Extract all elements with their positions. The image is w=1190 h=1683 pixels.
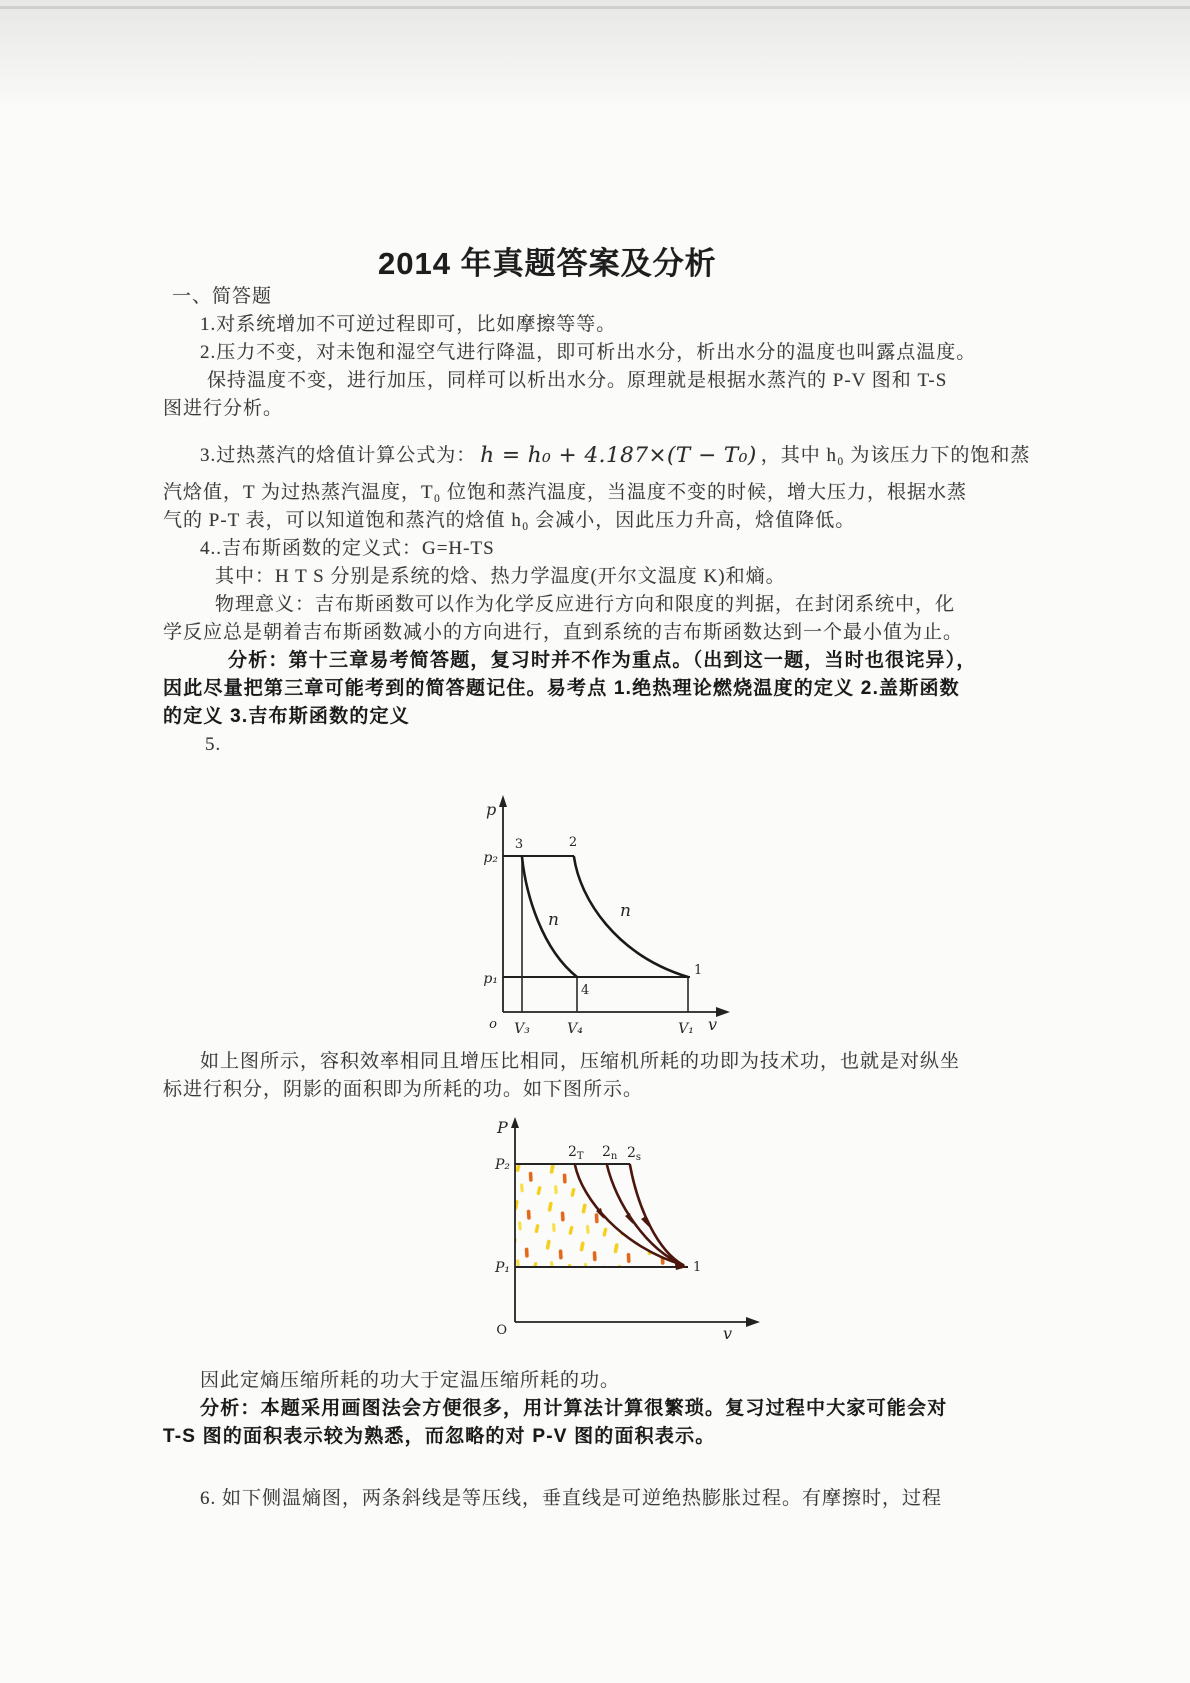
text-line: 学反应总是朝着吉布斯函数减小的方向进行，直到系统的吉布斯函数达到一个最小值为止。 bbox=[163, 622, 964, 643]
text-line: 6. 如下侧温熵图，两条斜线是等压线，垂直线是可逆绝热膨胀过程。有摩擦时，过程 bbox=[200, 1488, 943, 1509]
point1-arrowhead bbox=[674, 1259, 687, 1270]
text-line: 5. bbox=[205, 734, 222, 755]
p-axis-arrow bbox=[499, 795, 507, 807]
text-line: 因此定熵压缩所耗的功大于定温压缩所耗的功。 bbox=[200, 1370, 621, 1391]
section-short-answers bbox=[163, 283, 1078, 759]
label-v3: V₃ bbox=[514, 1021, 530, 1037]
label-point-3: 3 bbox=[514, 837, 524, 852]
text-line: 图进行分析。 bbox=[163, 398, 284, 419]
label-2s: $2_s$ bbox=[627, 1145, 642, 1163]
label-n-right: n bbox=[620, 901, 631, 921]
text-line: 其中：H T S 分别是系统的焓、热力学温度(开尔文温度 K)和熵。 bbox=[215, 566, 786, 587]
text-line: 4..吉布斯函数的定义式：G=H-TS bbox=[200, 538, 495, 559]
label-point-4: 4 bbox=[581, 983, 590, 998]
label-2n: $2_n$ bbox=[602, 1144, 618, 1162]
p-axis-arrow bbox=[511, 1117, 519, 1128]
label-p-axis: P bbox=[497, 1118, 508, 1137]
v-axis-arrow bbox=[716, 1007, 730, 1017]
scan-top-margin bbox=[0, 0, 1190, 102]
page-title: 2014 年真题答案及分析 bbox=[378, 246, 717, 281]
label-point-1: 1 bbox=[693, 1260, 702, 1275]
text-line: 一、简答题 bbox=[172, 286, 273, 307]
label-n-left: n bbox=[548, 910, 559, 930]
label-v4: V₄ bbox=[567, 1021, 583, 1037]
label-p2: P₂ bbox=[494, 1157, 510, 1173]
enthalpy-formula: h = h₀ + 4.187×(T − T₀) bbox=[480, 443, 757, 468]
formula-suffix: ，其中 h₀ 为该压力下的饱和蒸 bbox=[760, 445, 1031, 466]
label-origin: o bbox=[489, 1017, 497, 1032]
label-2T: $2_T$ bbox=[568, 1144, 584, 1162]
section-between-diagrams bbox=[163, 1048, 1078, 1104]
v-axis-arrow bbox=[746, 1317, 760, 1327]
label-p1: P₁ bbox=[494, 1260, 510, 1276]
text-line: 汽焓值，T 为过热蒸汽温度，T₀ 位饱和蒸汽温度，当温度不变的时候，增大压力，根据水蒸 bbox=[163, 482, 967, 503]
text-line: 气的 P-T 表，可以知道饱和蒸汽的焓值 h₀ 会减小，因此压力升高，焓值降低。 bbox=[163, 510, 856, 531]
formula-line bbox=[200, 433, 1078, 479]
scan-artifact-line bbox=[0, 6, 1190, 9]
label-v-axis: v bbox=[708, 1015, 718, 1034]
text-line: 保持温度不变，进行加压，同样可以析出水分。原理就是根据水蒸汽的 P-V 图和 T-S bbox=[207, 370, 948, 391]
text-line: 分析：本题采用画图法会方便很多，用计算法计算很繁琐。复习过程中大家可能会对 bbox=[200, 1398, 948, 1419]
label-v-axis: v bbox=[723, 1324, 733, 1343]
text-line: 分析：第十三章易考简答题，复习时并不作为重点。（出到这一题，当时也很诧异）， bbox=[228, 650, 977, 671]
pv-diagram-shaded-work bbox=[480, 1117, 780, 1347]
section-conclusion bbox=[163, 1367, 1078, 1513]
text-line: 物理意义：吉布斯函数可以作为化学反应进行方向和限度的判据，在封闭系统中，化 bbox=[215, 594, 956, 615]
document-body bbox=[163, 283, 1078, 1513]
polytropic-curve-right bbox=[574, 857, 688, 977]
label-origin: O bbox=[496, 1323, 507, 1338]
text-line: T-S 图的面积表示较为熟悉，而忽略的对 P-V 图的面积表示。 bbox=[163, 1426, 716, 1447]
text-line: 的定义 3.吉布斯函数的定义 bbox=[163, 706, 410, 727]
label-point-2: 2 bbox=[568, 835, 578, 850]
pv-diagram-compression-processes bbox=[440, 787, 750, 1042]
text-line: 1.对系统增加不可逆过程即可，比如摩擦等等。 bbox=[200, 314, 617, 335]
formula-prefix: 3.过热蒸汽的焓值计算公式为： bbox=[200, 445, 477, 466]
label-p-axis: p bbox=[486, 800, 497, 819]
text-line: 2.压力不变，对未饱和湿空气进行降温，即可析出水分，析出水分的温度也叫露点温度。 bbox=[200, 342, 977, 363]
text-line: 标进行积分，阴影的面积即为所耗的功。如下图所示。 bbox=[163, 1079, 644, 1100]
text-line: 如上图所示，容积效率相同且增压比相同，压缩机所耗的功即为技术功，也就是对纵坐 bbox=[200, 1051, 961, 1072]
label-point-1: 1 bbox=[694, 963, 703, 978]
label-v1: V₁ bbox=[678, 1021, 694, 1037]
label-p1: p₁ bbox=[483, 971, 498, 987]
label-p2: p₂ bbox=[483, 850, 498, 866]
text-line: 因此尽量把第三章可能考到的简答题记住。易考点 1.绝热理论燃烧温度的定义 2.盖斯函数 bbox=[163, 678, 960, 699]
